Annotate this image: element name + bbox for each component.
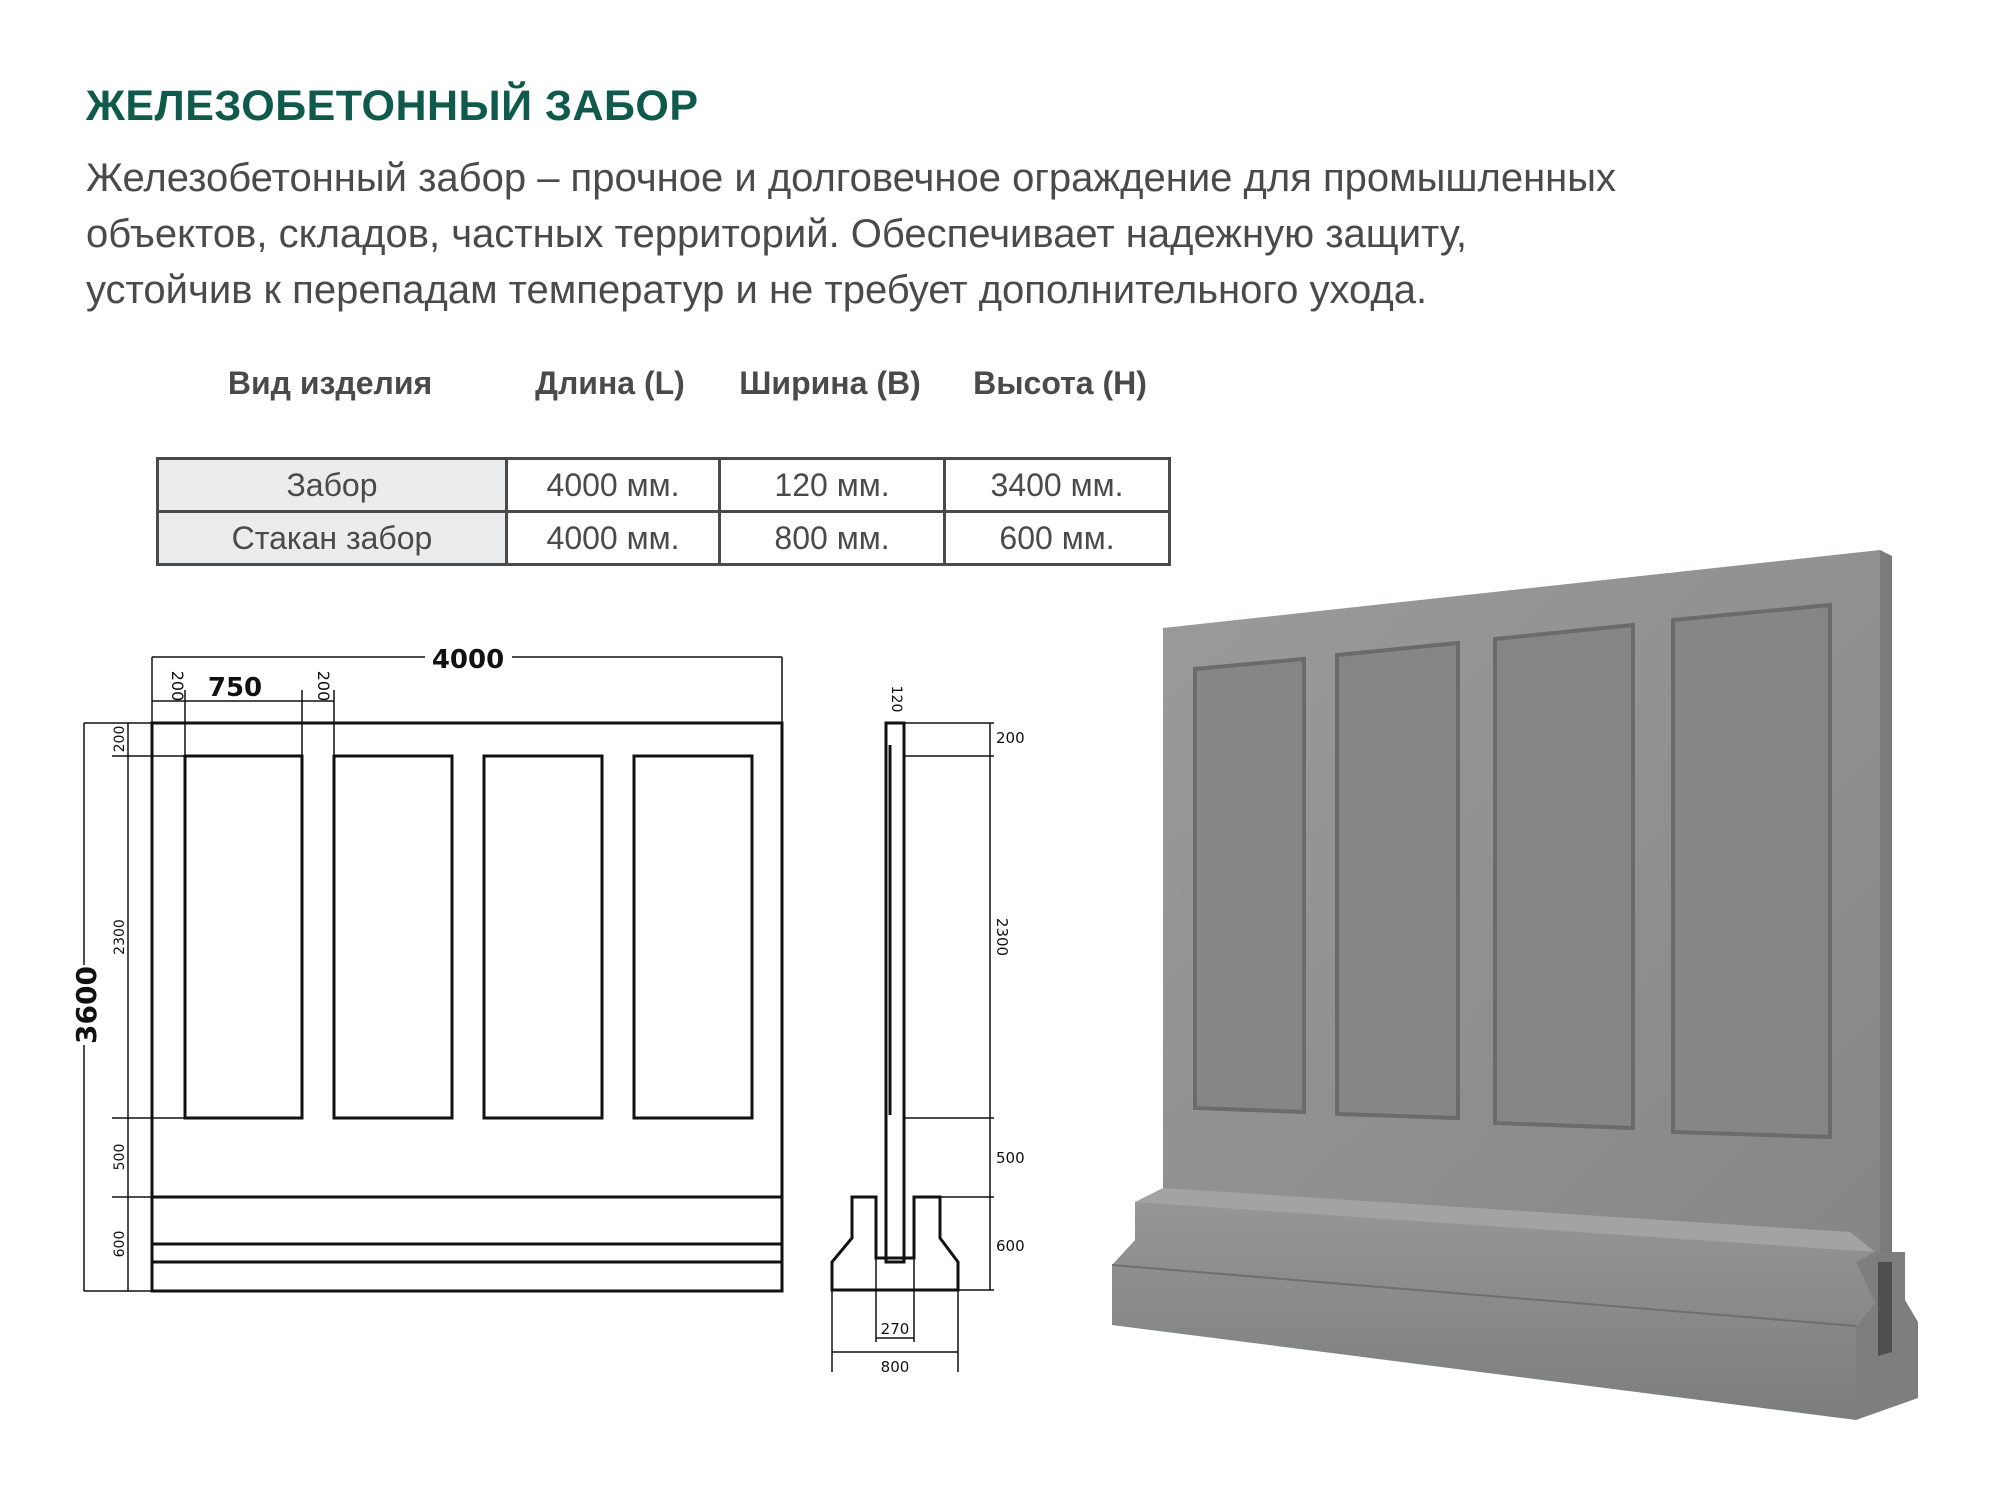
cell-width: 120 мм. xyxy=(720,459,945,512)
panel-recess xyxy=(484,756,602,1118)
cell-length: 4000 мм. xyxy=(507,459,720,512)
cell-height: 3400 мм. xyxy=(945,459,1170,512)
panel-recess xyxy=(185,756,302,1118)
header-height: Высота (H) xyxy=(973,365,1147,401)
header-length: Длина (L) xyxy=(535,365,685,401)
cell-width: 800 мм. xyxy=(720,512,945,565)
fence-panel xyxy=(1195,659,1304,1112)
header-product-type: Вид изделия xyxy=(227,365,433,401)
dim-top-label: 200 xyxy=(996,729,1025,747)
panel-recess xyxy=(634,756,752,1118)
concrete-fence-illustration xyxy=(1112,550,1918,1420)
front-elevation-drawing xyxy=(84,657,782,1291)
description-line: устойчив к перепадам температур и не требует дополнительного ухода. xyxy=(86,268,1428,312)
cell-product: Стакан забор xyxy=(158,512,507,565)
dim-total-height-label: 3600 xyxy=(70,966,103,1044)
dim-panel-height-label: 2300 xyxy=(993,917,1011,957)
dim-lower-label: 500 xyxy=(112,1143,128,1171)
panel-recess xyxy=(334,756,452,1118)
fence-panel xyxy=(1495,625,1633,1128)
description-line: Железобетонный забор – прочное и долговечное ограждение для промышленных xyxy=(86,156,1616,200)
cell-product: Забор xyxy=(158,459,507,512)
dim-post-label: 200 xyxy=(168,670,187,702)
dim-base-label: 600 xyxy=(112,1230,128,1258)
dim-slot-label: 270 xyxy=(880,1320,910,1338)
dim-top-label: 200 xyxy=(112,725,128,753)
wall-outline xyxy=(152,723,782,1291)
dim-thickness-label: 120 xyxy=(888,685,904,713)
dim-lower-label: 500 xyxy=(996,1149,1025,1167)
description-line: объектов, складов, частных территорий. Обеспечивает надежную защиту, xyxy=(86,212,1467,256)
dim-post-label: 200 xyxy=(314,670,333,702)
side-dimension-labels xyxy=(881,686,1025,1376)
dim-width-label: 4000 xyxy=(431,645,505,675)
fence-panel xyxy=(1337,643,1458,1118)
base-section xyxy=(832,1197,958,1290)
cell-height: 600 мм. xyxy=(945,512,1170,565)
side-section-drawing xyxy=(832,723,994,1372)
fence-panel xyxy=(1673,605,1830,1137)
page-title: ЖЕЛЕЗОБЕТОННЫЙ ЗАБОР xyxy=(86,82,699,130)
front-dimension-labels xyxy=(70,645,504,1257)
dim-panel-height-label: 2300 xyxy=(112,919,128,955)
header-width: Ширина (B) xyxy=(739,365,921,401)
dim-panel-label: 750 xyxy=(207,673,263,703)
dim-base-width-label: 800 xyxy=(880,1358,910,1376)
cell-length: 4000 мм. xyxy=(507,512,720,565)
dim-base-label: 600 xyxy=(996,1237,1025,1255)
